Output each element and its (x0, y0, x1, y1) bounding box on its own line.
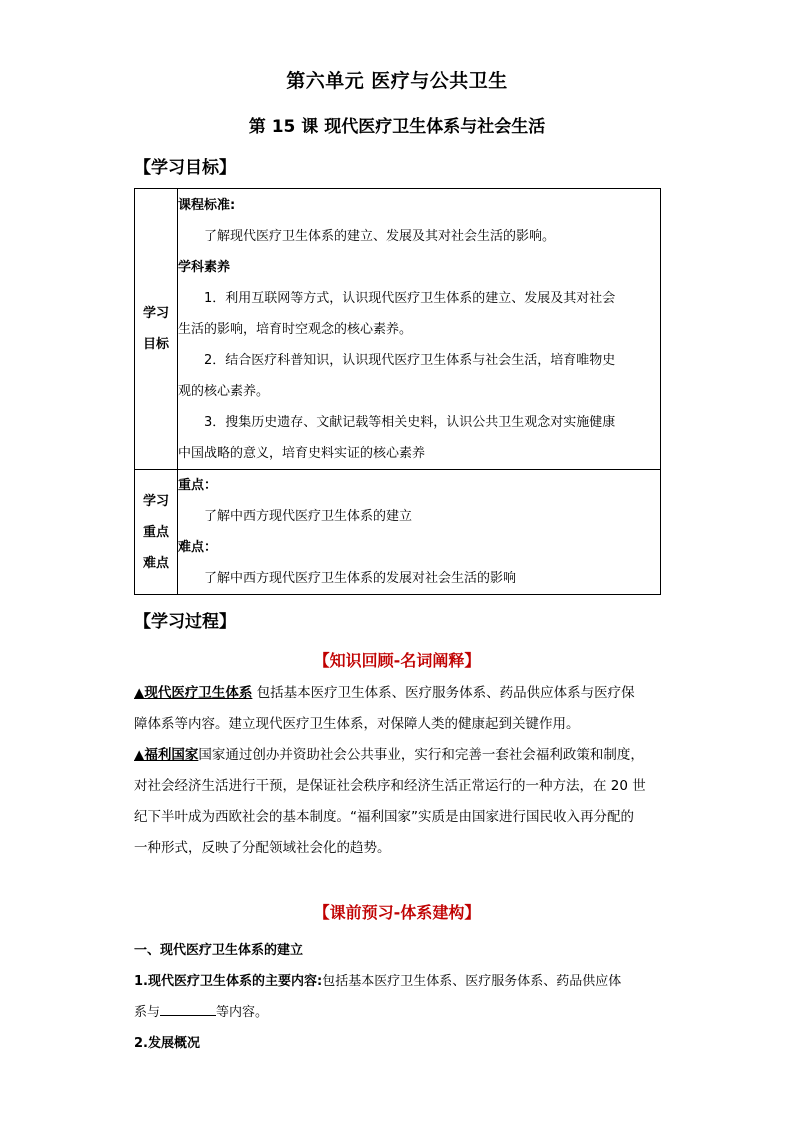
curriculum-standard-text: 了解现代医疗卫生体系的建立、发展及其对社会生活的影响。 (204, 228, 556, 244)
difficulty-text: 了解中西方现代医疗卫生体系的发展对社会生活的影响 (204, 571, 517, 586)
term-line: 一种形式，反映了分配领域社会化的趋势。 (134, 840, 391, 856)
row-label-line: 学习 (142, 493, 169, 509)
term-name: ▲福利国家 (134, 747, 199, 763)
literacy-heading: 学科素养 (178, 259, 231, 275)
term-line: 纪下半叶成为西欧社会的基本制度。“福利国家”实质是由国家进行国民收入再分配的 (134, 809, 634, 825)
preview-heading: 【课前预习-体系建构】 (313, 903, 481, 922)
term-line: 对社会经济生活进行干预，是保证社会秩序和经济生活正常运行的一种方法，在 20 世 (134, 778, 646, 794)
lesson-title: 第 15 课 现代医疗卫生体系与社会生活 (248, 117, 546, 137)
literacy-item-line: 观的核心素养。 (178, 383, 270, 399)
literacy-item-line: 2．结合医疗科普知识，认识现代医疗卫生体系与社会生活，培育唯物史 (204, 352, 616, 368)
section-objectives-heading: 【学习目标】 (134, 158, 236, 178)
term-line: 障体系等内容。建立现代医疗卫生体系，对保障人类的健康起到关键作用。 (134, 716, 580, 732)
row-label-line: 目标 (142, 337, 169, 352)
unit-title: 第六单元 医疗与公共卫生 (286, 70, 508, 92)
key-points-row-label (135, 470, 178, 595)
item1-text: 包括基本医疗卫生体系、医疗服务体系、药品供应体 (322, 974, 622, 989)
key-points-content (178, 470, 661, 595)
literacy-item-line: 生活的影响，培育时空观念的核心素养。 (178, 321, 413, 337)
objectives-content (178, 189, 661, 470)
row-label-line: 难点 (142, 555, 169, 571)
part1-heading: 一、现代医疗卫生体系的建立 (134, 943, 304, 958)
term-line: 国家通过创办并资助社会公共事业，实行和完善一套社会福利政策和制度， (198, 747, 644, 763)
term-line: 包括基本医疗卫生体系、医疗服务体系、药品供应体系与医疗保 (256, 685, 635, 701)
item1-label: 1.现代医疗卫生体系的主要内容: (134, 974, 323, 989)
objectives-row (135, 189, 661, 470)
row-label-line: 重点 (142, 524, 169, 540)
row-label-line: 学习 (142, 306, 169, 321)
term-name: ▲现代医疗卫生体系 (134, 685, 253, 701)
section-process-heading: 【学习过程】 (134, 612, 236, 632)
objectives-table (134, 188, 661, 595)
literacy-item-line: 3．搜集历史遗存、文献记载等相关史料，认识公共卫生观念对实施健康 (204, 414, 616, 430)
objectives-row-label (135, 189, 178, 470)
difficulty-heading: 难点： (178, 540, 218, 555)
fill-blank[interactable] (160, 1001, 216, 1016)
review-heading: 【知识回顾-名词阐释】 (313, 651, 481, 670)
term-paragraph (134, 678, 661, 864)
key-points-row (135, 470, 661, 595)
key-heading: 重点： (178, 478, 218, 493)
literacy-item-line: 中国战略的意义，培育史料实证的核心素养 (178, 445, 426, 461)
preview-content (134, 935, 661, 1059)
curriculum-standard-heading: 课程标准: (178, 197, 236, 213)
item2-label: 2.发展概况 (134, 1036, 200, 1051)
item1-text: 等内容。 (216, 1005, 269, 1020)
literacy-item-line: 1．利用互联网等方式，认识现代医疗卫生体系的建立、发展及其对社会 (204, 290, 616, 306)
item1-text: 系与 (134, 1005, 161, 1020)
key-text: 了解中西方现代医疗卫生体系的建立 (204, 509, 413, 524)
